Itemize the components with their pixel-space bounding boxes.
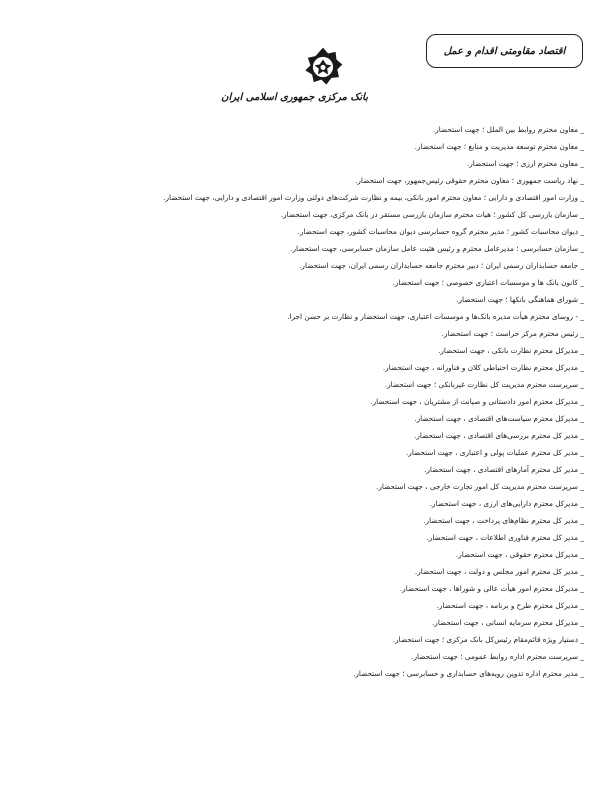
list-item: _ مدیرکل محترم دارایی‌های ارزی ، جهت استحضار. — [30, 495, 584, 512]
list-item: _ جامعه حسابداران رسمی ایران ؛ دبیر محترم جامعه حسابداران رسمی ایران، جهت استحضار. — [30, 257, 584, 274]
recipient-list — [30, 121, 584, 682]
list-item: _ مدیرکل محترم سرمایه انسانی ، جهت استحضار. — [30, 614, 584, 631]
list-item: _ مدیرکل محترم امور دادستانی و صیانت از مشتریان ، جهت استحضار. — [30, 393, 584, 410]
list-item: _ مدیر کل محترم فناوری اطلاعات ، جهت استحضار. — [30, 529, 584, 546]
list-item: _ معاون محترم ارزی ؛ جهت استحضار. — [30, 155, 584, 172]
list-item: _ دیوان محاسبات کشور ؛ مدیر محترم گروه حسابرسی دیوان محاسبات کشور، جهت استحضار. — [30, 223, 584, 240]
list-item: _ سرپرست محترم اداره روابط عمومی ؛ جهت استحضار. — [30, 648, 584, 665]
slogan-box — [426, 34, 583, 68]
list-item: _ مدیرکل محترم نظارت بانکی ، جهت استحضار. — [30, 342, 584, 359]
list-item: _ مدیر کل محترم آمارهای اقتصادی ، جهت استحضار. — [30, 461, 584, 478]
list-item: _ مدیر کل محترم بررسی‌های اقتصادی ، جهت استحضار. — [30, 427, 584, 444]
list-item: _ سرپرست محترم مدیریت کل امور تجارت خارجی ، جهت استحضار. — [30, 478, 584, 495]
list-item: _ نهاد ریاست جمهوری ؛ معاون محترم حقوقی رئیس‌جمهور، جهت استحضار. — [30, 172, 584, 189]
list-item: _ رئیس محترم مرکز حراست ؛ جهت استحضار. — [30, 325, 584, 342]
slogan-text: اقتصاد مقاومتی اقدام و عمل — [443, 45, 566, 57]
list-item: _ مدیرکل محترم امور هیأت عالی و شوراها ، جهت استحضار. — [30, 580, 584, 597]
central-bank-emblem-icon — [302, 46, 344, 88]
list-item: _ مدیرکل محترم سیاست‌های اقتصادی ، جهت استحضار. — [30, 410, 584, 427]
list-item: _ وزارت امور اقتصادی و دارایی ؛ معاون محترم امور بانکی، بیمه و نظارت شرکت‌های دولتی وزارت امور اقتصادی و دارایی، جهت استحضار. — [30, 189, 584, 206]
list-item: _ مدیرکل محترم نظارت احتیاطی کلان و فناورانه ، جهت استحضار. — [30, 359, 584, 376]
list-item: _ مدیرکل محترم حقوقی ، جهت استحضار. — [30, 546, 584, 563]
list-item: _ مدیر محترم اداره تدوین رویه‌های حسابداری و حسابرسی ؛ جهت استحضار. — [30, 665, 584, 682]
list-item: _ سازمان حسابرسی ؛ مدیرعامل محترم و رئیس هئیت عامل سازمان حسابرسی، جهت استحضار. — [30, 240, 584, 257]
bank-name: بانک مرکزی جمهوری اسلامی ایران — [221, 92, 368, 103]
list-item: _ سرپرست محترم مدیریت کل نظارت غیربانکی ؛ جهت استحضار. — [30, 376, 584, 393]
list-item: _ - روسای محترم هیأت مدیره بانک‌ها و موسسات اعتباری، جهت استحضار و نظارت بر حسن اجرا. — [30, 308, 584, 325]
list-item: _ مدیر کل محترم عملیات پولی و اعتباری ، جهت استحضار. — [30, 444, 584, 461]
list-item: _ شورای هماهنگی بانکها ؛ جهت استحضار. — [30, 291, 584, 308]
list-item: _ مدیر کل محترم امور مجلس و دولت ، جهت استحضار. — [30, 563, 584, 580]
list-item: _ دستیار ویژه قائم‌مقام رئیس‌کل بانک مرکزی ؛ جهت استحضار. — [30, 631, 584, 648]
list-item: _ کانون بانک ها و موسسات اعتباری خصوصی ؛ جهت استحضار. — [30, 274, 584, 291]
list-item: _ مدیرکل محترم طرح و برنامه ، جهت استحضار. — [30, 597, 584, 614]
list-item: _ معاون محترم توسعه مدیریت و منابع ؛ جهت استحضار. — [30, 138, 584, 155]
list-item: _ سازمان بازرسی کل کشور ؛ هیات محترم سازمان بازرسی مستقر در بانک مرکزی، جهت استحضار. — [30, 206, 584, 223]
list-item: _ مدیر کل محترم نظام‌های پرداخت ، جهت استحضار. — [30, 512, 584, 529]
list-item: _ معاون محترم روابط بین الملل ؛ جهت استحضار. — [30, 121, 584, 138]
